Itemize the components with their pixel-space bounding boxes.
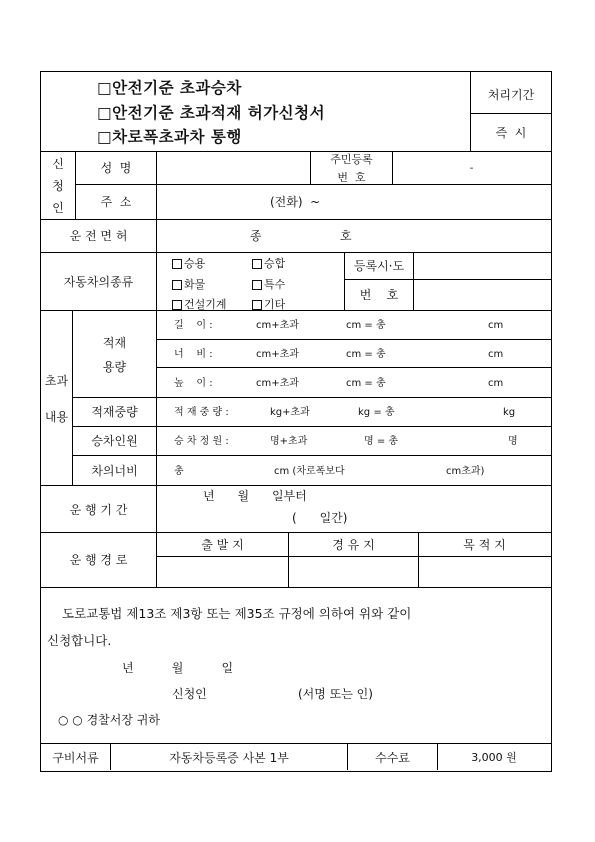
vehicle-type-label: 자동차의종류 xyxy=(63,275,134,289)
vehicle-option-label: 특수 xyxy=(264,278,286,291)
sign-or-seal-label: (서명 또는 인) xyxy=(298,687,373,701)
divider xyxy=(470,71,471,151)
checkbox-icon xyxy=(252,280,262,290)
excess-group-label-1: 초과 xyxy=(44,374,69,388)
row-line xyxy=(40,587,551,588)
row-line xyxy=(344,279,551,280)
row-line xyxy=(40,310,551,311)
vehicle-width-text-2: cm (차로폭보다 xyxy=(274,466,345,477)
passengers-text-1: 승 차 정 원 : xyxy=(174,436,229,447)
load-capacity-label-2: 용량 xyxy=(102,360,127,374)
vehicle-number-label: 번 호 xyxy=(359,288,399,302)
row-line xyxy=(40,743,551,744)
applicant-group-label xyxy=(41,153,75,219)
length-label: 길 이 : xyxy=(174,320,213,331)
route-via-field[interactable] xyxy=(290,558,417,586)
row-line xyxy=(40,151,551,152)
vehicle-option-van[interactable] xyxy=(252,257,285,271)
rrn-field[interactable]: - xyxy=(469,163,474,174)
route-departure-field[interactable] xyxy=(158,558,287,586)
row-line xyxy=(72,397,551,398)
vehicle-option-other[interactable] xyxy=(252,298,285,310)
height-label: 높 이 : xyxy=(174,378,213,389)
col-line xyxy=(413,252,414,310)
addressee: ○ ○ 경찰서장 귀하 xyxy=(58,713,160,727)
processing-period-label: 처리기간 xyxy=(487,88,535,102)
vehicle-width-text-3: cm초과) xyxy=(446,466,485,477)
width-label: 너 비 : xyxy=(174,349,213,360)
form-title-line-2: □안전기준 초과적재 허가신청서 xyxy=(97,104,326,122)
vehicle-option-construction[interactable] xyxy=(172,298,227,310)
row-line xyxy=(40,485,551,486)
checkbox-icon xyxy=(172,280,182,290)
route-destination-field[interactable] xyxy=(420,558,549,586)
form-title-line-3: □차로폭초과차 통행 xyxy=(97,128,242,146)
declaration-line-2: 신청합니다. xyxy=(47,633,112,648)
period-line-1[interactable]: 년 월 일부터 xyxy=(203,489,307,503)
applicant-group-char-1: 신 xyxy=(52,157,64,171)
passengers-text-4: 명 xyxy=(508,436,518,447)
license-label: 운 전 면 허 xyxy=(69,229,128,243)
row-line xyxy=(75,184,551,185)
name-field[interactable] xyxy=(158,153,308,183)
load-weight-text-2: kg+초과 xyxy=(270,407,310,418)
passengers-text-2: 명+초과 xyxy=(270,436,308,447)
load-weight-label: 적재중량 xyxy=(91,405,138,419)
applicant-group-char-2: 청 xyxy=(52,179,64,193)
required-docs-label: 구비서류 xyxy=(52,751,99,765)
route-label: 운 행 경 로 xyxy=(69,553,128,567)
width-unit-1: cm+초과 xyxy=(256,349,299,360)
row-line xyxy=(156,556,551,557)
checkbox-icon xyxy=(172,300,182,310)
rrn-label-line-2: 번 호 xyxy=(337,172,366,183)
checkbox-icon xyxy=(172,259,182,269)
declaration-line-1: 도로교통법 제13조 제3항 또는 제35조 규정에 의하여 위와 같이 xyxy=(62,606,412,621)
fee-value: 3,000 원 xyxy=(471,751,517,764)
row-line xyxy=(156,367,551,368)
period-line-2[interactable]: ( 일간) xyxy=(292,511,348,525)
processing-period-value: 즉 시 xyxy=(495,126,527,140)
vehicle-option-label: 승용 xyxy=(184,257,206,270)
row-line xyxy=(40,252,551,253)
passengers-label: 승차인원 xyxy=(91,434,138,448)
fee-label: 수수료 xyxy=(375,751,410,765)
vehicle-option-label: 승합 xyxy=(264,257,286,270)
checkbox-icon xyxy=(252,259,262,269)
vehicle-width-text-1: 총 xyxy=(174,466,184,477)
applicant-sign-label: 신청인 xyxy=(172,687,207,701)
height-unit-3: cm xyxy=(488,378,504,389)
address-label: 주 소 xyxy=(100,195,132,209)
route-departure-header: 출 발 지 xyxy=(201,538,244,552)
row-line xyxy=(156,339,551,340)
vehicle-option-label: 기타 xyxy=(264,298,286,310)
length-unit-3: cm xyxy=(488,320,504,331)
period-label: 운 행 기 간 xyxy=(69,503,128,517)
load-weight-text-4: kg xyxy=(503,407,516,418)
length-unit-2: cm = 총 xyxy=(346,320,386,331)
registration-region-label: 등록시·도 xyxy=(353,259,405,273)
rrn-label-line-1: 주민등록 xyxy=(330,153,373,166)
excess-group-label-2: 내용 xyxy=(44,410,69,424)
row-line xyxy=(72,455,551,456)
address-phone-field[interactable]: (전화) ~ xyxy=(270,195,321,209)
route-destination-header: 목 적 지 xyxy=(463,538,506,552)
load-weight-text-3: kg = 총 xyxy=(358,407,395,418)
applicant-group-char-3: 인 xyxy=(52,201,64,215)
license-type-label: 종 xyxy=(250,229,262,243)
checkbox-icon xyxy=(252,300,262,310)
vehicle-option-cargo[interactable] xyxy=(172,278,205,292)
required-docs-value: 자동차등록증 사본 1부 xyxy=(169,751,289,765)
load-weight-text-1: 적 재 중 량 : xyxy=(174,407,229,418)
form-title-line-1: □안전기준 초과승차 xyxy=(97,79,242,97)
declaration-date[interactable]: 년 월 일 xyxy=(122,661,234,675)
vehicle-option-passenger[interactable] xyxy=(172,257,205,271)
height-unit-2: cm = 총 xyxy=(346,378,386,389)
divider xyxy=(470,113,551,114)
license-number-label: 호 xyxy=(340,229,352,243)
vehicle-option-label: 건설기계 xyxy=(184,298,227,310)
row-line xyxy=(40,219,551,220)
row-line xyxy=(72,426,551,427)
vehicle-option-label: 화물 xyxy=(184,278,206,291)
passengers-text-3: 명 = 총 xyxy=(364,436,399,447)
length-unit-1: cm+초과 xyxy=(256,320,299,331)
vehicle-option-special[interactable] xyxy=(252,278,285,292)
col-line xyxy=(156,151,157,587)
height-unit-1: cm+초과 xyxy=(256,378,299,389)
col-line xyxy=(392,151,393,184)
name-label: 성 명 xyxy=(100,161,132,175)
load-capacity-label-1: 적재 xyxy=(102,336,127,350)
row-line xyxy=(40,532,551,533)
vehicle-width-label: 차의너비 xyxy=(91,464,138,478)
route-via-header: 경 유 지 xyxy=(332,538,375,552)
width-unit-2: cm = 총 xyxy=(346,349,386,360)
width-unit-3: cm xyxy=(488,349,504,360)
